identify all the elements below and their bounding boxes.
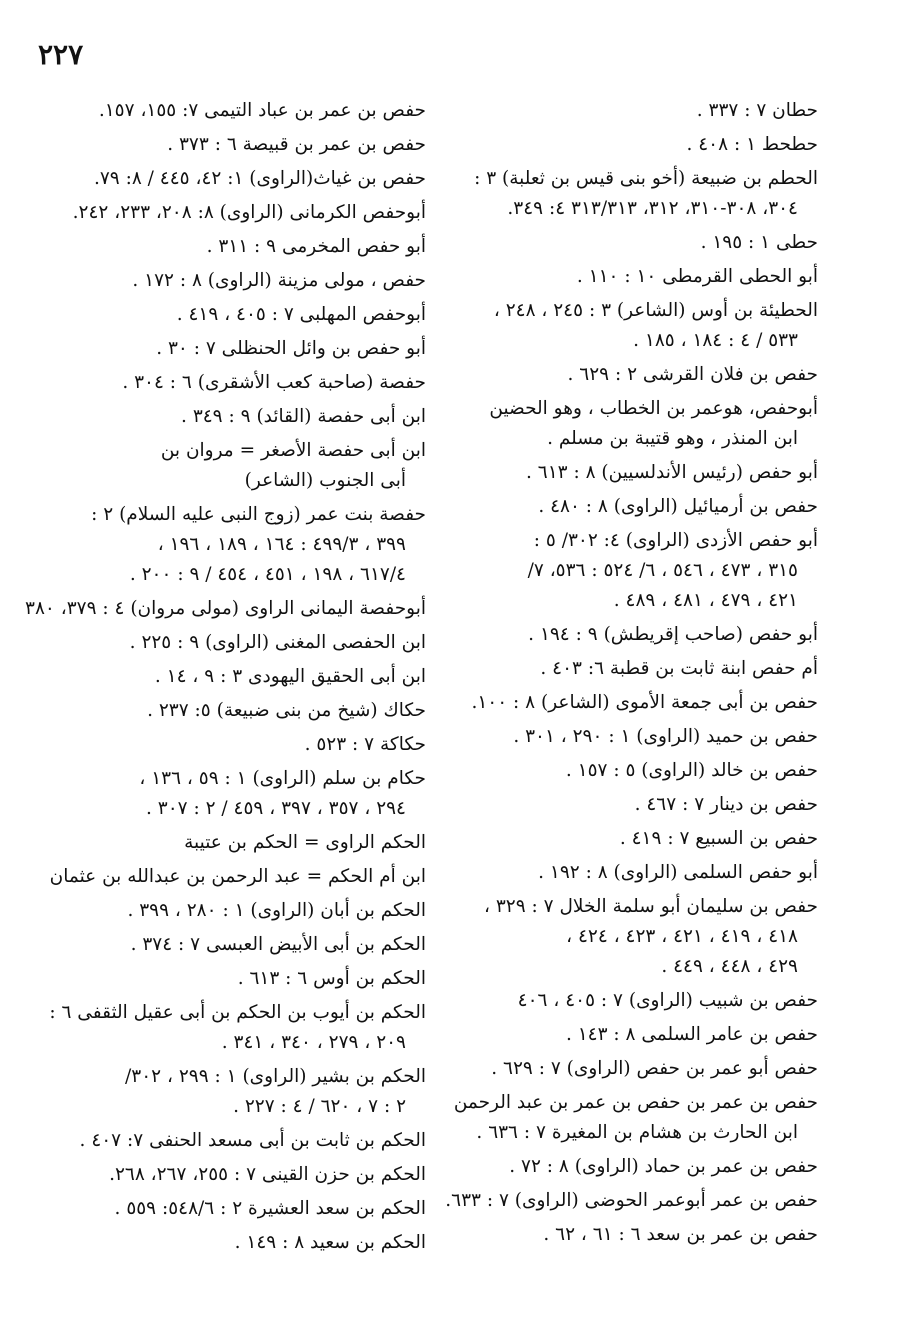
index-entry bbox=[26, 862, 426, 892]
index-entry-line: الحكم بن أيوب بن الحكم بن أبى عقيل الثقفى ٦ : bbox=[49, 1002, 426, 1023]
index-column-left bbox=[26, 96, 426, 1262]
index-entry-continuation: ابن الحارث بن هشام بن المغيرة ٧ : ٦٣٦ . bbox=[476, 1122, 798, 1143]
index-entry-line: حفص بن أبى جمعة الأموى (الشاعر) ٨ : ١٠٠. bbox=[471, 692, 818, 713]
index-entry bbox=[26, 594, 426, 624]
index-entry-line: أبو حفص السلمى (الراوى) ٨ : ١٩٢ . bbox=[538, 862, 818, 883]
index-entry bbox=[458, 824, 818, 854]
index-entry-continuation: ٥٣٣ / ٤ : ١٨٤ ، ١٨٥ . bbox=[633, 330, 798, 351]
index-entry-line: حفص بن دينار ٧ : ٤٦٧ . bbox=[634, 794, 818, 815]
index-entry bbox=[26, 964, 426, 994]
index-entry bbox=[458, 296, 818, 356]
index-entry bbox=[26, 1160, 426, 1190]
index-entry bbox=[458, 360, 818, 390]
index-entry bbox=[445, 1186, 818, 1216]
index-entry-continuation: ٦١٧/٤ ، ١٩٨ ، ٤٥١ ، ٤٥٤ / ٩ : ٢٠٠ . bbox=[129, 564, 406, 585]
index-entry-line: حفص بن عمر بن عباد التيمى ٧: ١٥٥، ١٥٧. bbox=[98, 100, 426, 121]
index-entry bbox=[458, 620, 818, 650]
index-entry bbox=[26, 198, 426, 228]
index-entry-line: أبو الحطى القرمطى ١٠ : ١١٠ . bbox=[576, 266, 818, 287]
index-entry-continuation: ٤٢١ ، ٤٧٩ ، ٤٨١ ، ٤٨٩ . bbox=[613, 590, 798, 611]
index-entry bbox=[453, 1088, 818, 1148]
index-entry-line: أم حفص ابنة ثابت بن قطبة ٦: ٤٠٣ . bbox=[540, 658, 818, 679]
index-entry-line: أبو حفص بن وائل الحنظلى ٧ : ٣٠ . bbox=[156, 338, 426, 359]
index-entry bbox=[26, 628, 426, 658]
index-entry bbox=[26, 266, 426, 296]
index-entry bbox=[26, 300, 426, 330]
index-entry bbox=[458, 96, 818, 126]
index-entry-line: الحكم بن أبى الأبيض العبسى ٧ : ٣٧٤ . bbox=[130, 934, 426, 955]
index-entry bbox=[26, 1062, 426, 1122]
index-entry-continuation: ابن المنذر ، وهو قتيبة بن مسلم . bbox=[547, 428, 798, 449]
index-entry-line: حفص بن عمر بن حفص بن عمر بن عبد الرحمن bbox=[453, 1092, 818, 1113]
index-entry-line: أبوحفص الكرمانى (الراوى) ٨: ٢٠٨، ٢٣٣، ٢٤٢. bbox=[72, 202, 426, 223]
index-entry bbox=[26, 1126, 426, 1156]
index-entry bbox=[458, 1220, 818, 1250]
index-entry bbox=[458, 1054, 818, 1084]
index-entry-line: حفص بن السبيع ٧ : ٤١٩ . bbox=[619, 828, 818, 849]
index-entry-line: حفص بن حميد (الراوى) ١ : ٢٩٠ ، ٣٠١ . bbox=[513, 726, 818, 747]
index-entry-line: أبوحفص المهلبى ٧ : ٤٠٥ ، ٤١٩ . bbox=[176, 304, 426, 325]
index-entry-line: الحكم بن ثابت بن أبى مسعد الحنفى ٧: ٤٠٧ . bbox=[79, 1130, 426, 1151]
index-entry bbox=[26, 1228, 426, 1258]
index-entry-line: حفص بن عمر بن سعد ٦ : ٦١ ، ٦٢ . bbox=[543, 1224, 818, 1245]
index-entry bbox=[26, 402, 426, 432]
index-entry-continuation: ٣٠٤، ٣٠٨-٣١٠، ٣١٢، ٣١٣/٣١٣ ٤: ٣٤٩. bbox=[507, 198, 798, 219]
index-entry-line: الحكم بن بشير (الراوى) ١ : ٢٩٩ ، ٣٠٢/ bbox=[125, 1066, 426, 1087]
index-entry-continuation: ٣٩٩ ، ٤٩٩/٣ : ١٦٤ ، ١٨٩ ، ١٩٦ ، bbox=[157, 534, 406, 555]
index-entry bbox=[26, 1194, 426, 1224]
index-entry-line: ابن أبى حفصة الأصغر = مروان بن bbox=[160, 440, 426, 461]
index-entry-line: الحكم الراوى = الحكم بن عتيبة bbox=[184, 832, 426, 853]
index-entry bbox=[26, 130, 426, 160]
index-entry bbox=[26, 436, 426, 496]
index-entry-line: حكام بن سلم (الراوى) ١ : ٥٩ ، ١٣٦ ، bbox=[139, 768, 426, 789]
index-entry bbox=[26, 998, 426, 1058]
index-entry-line: حفص بن عمر بن حماد (الراوى) ٨ : ٧٢ . bbox=[509, 1156, 818, 1177]
index-entry-continuation: ٤١٨ ، ٤١٩ ، ٤٢١ ، ٤٢٣ ، ٤٢٤ ، bbox=[566, 926, 798, 947]
index-entry-line: أبو حفص الأزدى (الراوى) ٤: ٣٠٢/ ٥ : bbox=[533, 530, 818, 551]
index-entry-line: حطى ١ : ١٩٥ . bbox=[700, 232, 818, 253]
index-entry bbox=[458, 722, 818, 752]
index-entry bbox=[26, 368, 426, 398]
index-entry-line: أبو حفص (رئيس الأندلسيين) ٨ : ٦١٣ . bbox=[526, 462, 818, 483]
index-column-right bbox=[445, 96, 818, 1254]
page-number: ٢٢٧ bbox=[38, 38, 84, 71]
index-entry-line: ابن أبى حفصة (القائد) ٩ : ٣٤٩ . bbox=[181, 406, 426, 427]
index-entry-continuation: ٢٩٤ ، ٣٥٧ ، ٣٩٧ ، ٤٥٩ / ٢ : ٣٠٧ . bbox=[146, 798, 406, 819]
index-entry bbox=[458, 394, 818, 454]
index-entry bbox=[26, 96, 426, 126]
index-entry-line: الحكم بن حزن القينى ٧ : ٢٥٥، ٢٦٧، ٢٦٨. bbox=[109, 1164, 426, 1185]
index-entry-line: أبو حفص المخرمى ٩ : ٣١١ . bbox=[206, 236, 426, 257]
index-entry bbox=[458, 892, 818, 982]
index-entry-line: الحطم بن ضبيعة (أخو بنى قيس بن ثعلبة) ٣ : bbox=[474, 168, 818, 189]
index-entry-line: حفص بن غياث(الراوى) ١: ٤٢، ٤٤٥ / ٨: ٧٩. bbox=[93, 168, 426, 189]
index-entry bbox=[26, 232, 426, 262]
index-entry-line: حفص بن خالد (الراوى) ٥ : ١٥٧ . bbox=[565, 760, 818, 781]
index-entry bbox=[458, 262, 818, 292]
index-entry bbox=[26, 764, 426, 824]
index-entry bbox=[458, 130, 818, 160]
index-entry bbox=[26, 730, 426, 760]
index-entry-continuation: ٤٢٩ ، ٤٤٨ ، ٤٤٩ . bbox=[661, 956, 798, 977]
index-entry bbox=[458, 526, 818, 616]
index-entry bbox=[458, 858, 818, 888]
index-entry-line: أبو حفص (صاحب إقريطش) ٩ : ١٩٤ . bbox=[528, 624, 818, 645]
index-entry bbox=[26, 334, 426, 364]
index-entry bbox=[26, 500, 426, 590]
index-entry-line: الحكم بن سعد العشيرة ٢ : ٥٤٨/٦: ٥٥٩ . bbox=[114, 1198, 426, 1219]
index-entry bbox=[26, 828, 426, 858]
index-entry-line: حفص أبو عمر بن حفص (الراوى) ٧ : ٦٢٩ . bbox=[491, 1058, 818, 1079]
index-entry-line: أبوحفص، هوعمر بن الخطاب ، وهو الحضين bbox=[489, 398, 818, 419]
index-entry-line: حفص بن عمر أبوعمر الحوضى (الراوى) ٧ : ٦٣٣. bbox=[445, 1190, 818, 1211]
index-entry bbox=[458, 458, 818, 488]
index-entry bbox=[458, 1152, 818, 1182]
index-entry-continuation: أبى الجنوب (الشاعر) bbox=[244, 470, 406, 491]
index-entry-line: الحكم بن أبان (الراوى) ١ : ٢٨٠ ، ٣٩٩ . bbox=[127, 900, 426, 921]
index-entry-line: حفص بن عمر بن قبيصة ٦ : ٣٧٣ . bbox=[167, 134, 426, 155]
index-entry bbox=[26, 896, 426, 926]
index-entry bbox=[26, 164, 426, 194]
index-entry-line: الحكم بن سعيد ٨ : ١٤٩ . bbox=[234, 1232, 426, 1253]
index-entry-line: حطحط ١ : ٤٠٨ . bbox=[686, 134, 818, 155]
index-entry bbox=[458, 1020, 818, 1050]
index-entry bbox=[458, 228, 818, 258]
index-entry-continuation: ٣١٥ ، ٤٧٣ ، ٥٤٦ ، ٦/ ٥٢٤ : ٥٣٦، ٧/ bbox=[527, 560, 798, 581]
index-entry-continuation: ٢ : ٧ ، ٦٢٠ / ٤ : ٢٢٧ . bbox=[233, 1096, 406, 1117]
index-entry bbox=[458, 790, 818, 820]
index-entry bbox=[458, 654, 818, 684]
index-entry bbox=[26, 662, 426, 692]
index-entry bbox=[458, 492, 818, 522]
index-entry-line: ابن الحفصى المغنى (الراوى) ٩ : ٢٢٥ . bbox=[129, 632, 426, 653]
index-entry bbox=[458, 986, 818, 1016]
index-entry bbox=[458, 688, 818, 718]
index-entry-line: ابن أم الحكم = عبد الرحمن بن عبدالله بن عثمان bbox=[49, 866, 426, 887]
index-entry-continuation: ٢٠٩ ، ٢٧٩ ، ٣٤٠ ، ٣٤١ . bbox=[221, 1032, 406, 1053]
index-entry bbox=[458, 756, 818, 786]
index-entry-line: حفص بن فلان القرشى ٢ : ٦٢٩ . bbox=[567, 364, 818, 385]
index-entry-line: حفص بن سليمان أبو سلمة الخلال ٧ : ٣٢٩ ، bbox=[484, 896, 818, 917]
index-entry-line: الحكم بن أوس ٦ : ٦١٣ . bbox=[237, 968, 426, 989]
index-entry-line: حكاك (شيخ من بنى ضبيعة) ٥: ٢٣٧ . bbox=[147, 700, 426, 721]
index-entry-line: حفصة بنت عمر (زوج النبى عليه السلام) ٢ : bbox=[91, 504, 426, 525]
index-entry-line: حفص بن أرميائيل (الراوى) ٨ : ٤٨٠ . bbox=[538, 496, 818, 517]
index-entry-line: حفص بن شبيب (الراوى) ٧ : ٤٠٥ ، ٤٠٦ bbox=[517, 990, 818, 1011]
index-entry bbox=[26, 930, 426, 960]
index-entry bbox=[26, 696, 426, 726]
index-entry-line: الحطيئة بن أوس (الشاعر) ٣ : ٢٤٥ ، ٢٤٨ ، bbox=[493, 300, 818, 321]
index-entry-line: حكاكة ٧ : ٥٢٣ . bbox=[304, 734, 426, 755]
index-entry-line: حفص بن عامر السلمى ٨ : ١٤٣ . bbox=[565, 1024, 818, 1045]
index-entry-line: ابن أبى الحقيق اليهودى ٣ : ٩ ، ١٤ . bbox=[154, 666, 426, 687]
index-entry-line: أبوحفصة اليمانى الراوى (مولى مروان) ٤ : ٣٧٩، ٣٨٠ bbox=[25, 598, 426, 619]
index-entry-line: حفصة (صاحبة كعب الأشقرى) ٦ : ٣٠٤ . bbox=[122, 372, 426, 393]
index-entry-line: حفص ، مولى مزينة (الراوى) ٨ : ١٧٢ . bbox=[132, 270, 426, 291]
index-entry bbox=[458, 164, 818, 224]
index-entry-line: حطان ٧ : ٣٣٧ . bbox=[696, 100, 818, 121]
